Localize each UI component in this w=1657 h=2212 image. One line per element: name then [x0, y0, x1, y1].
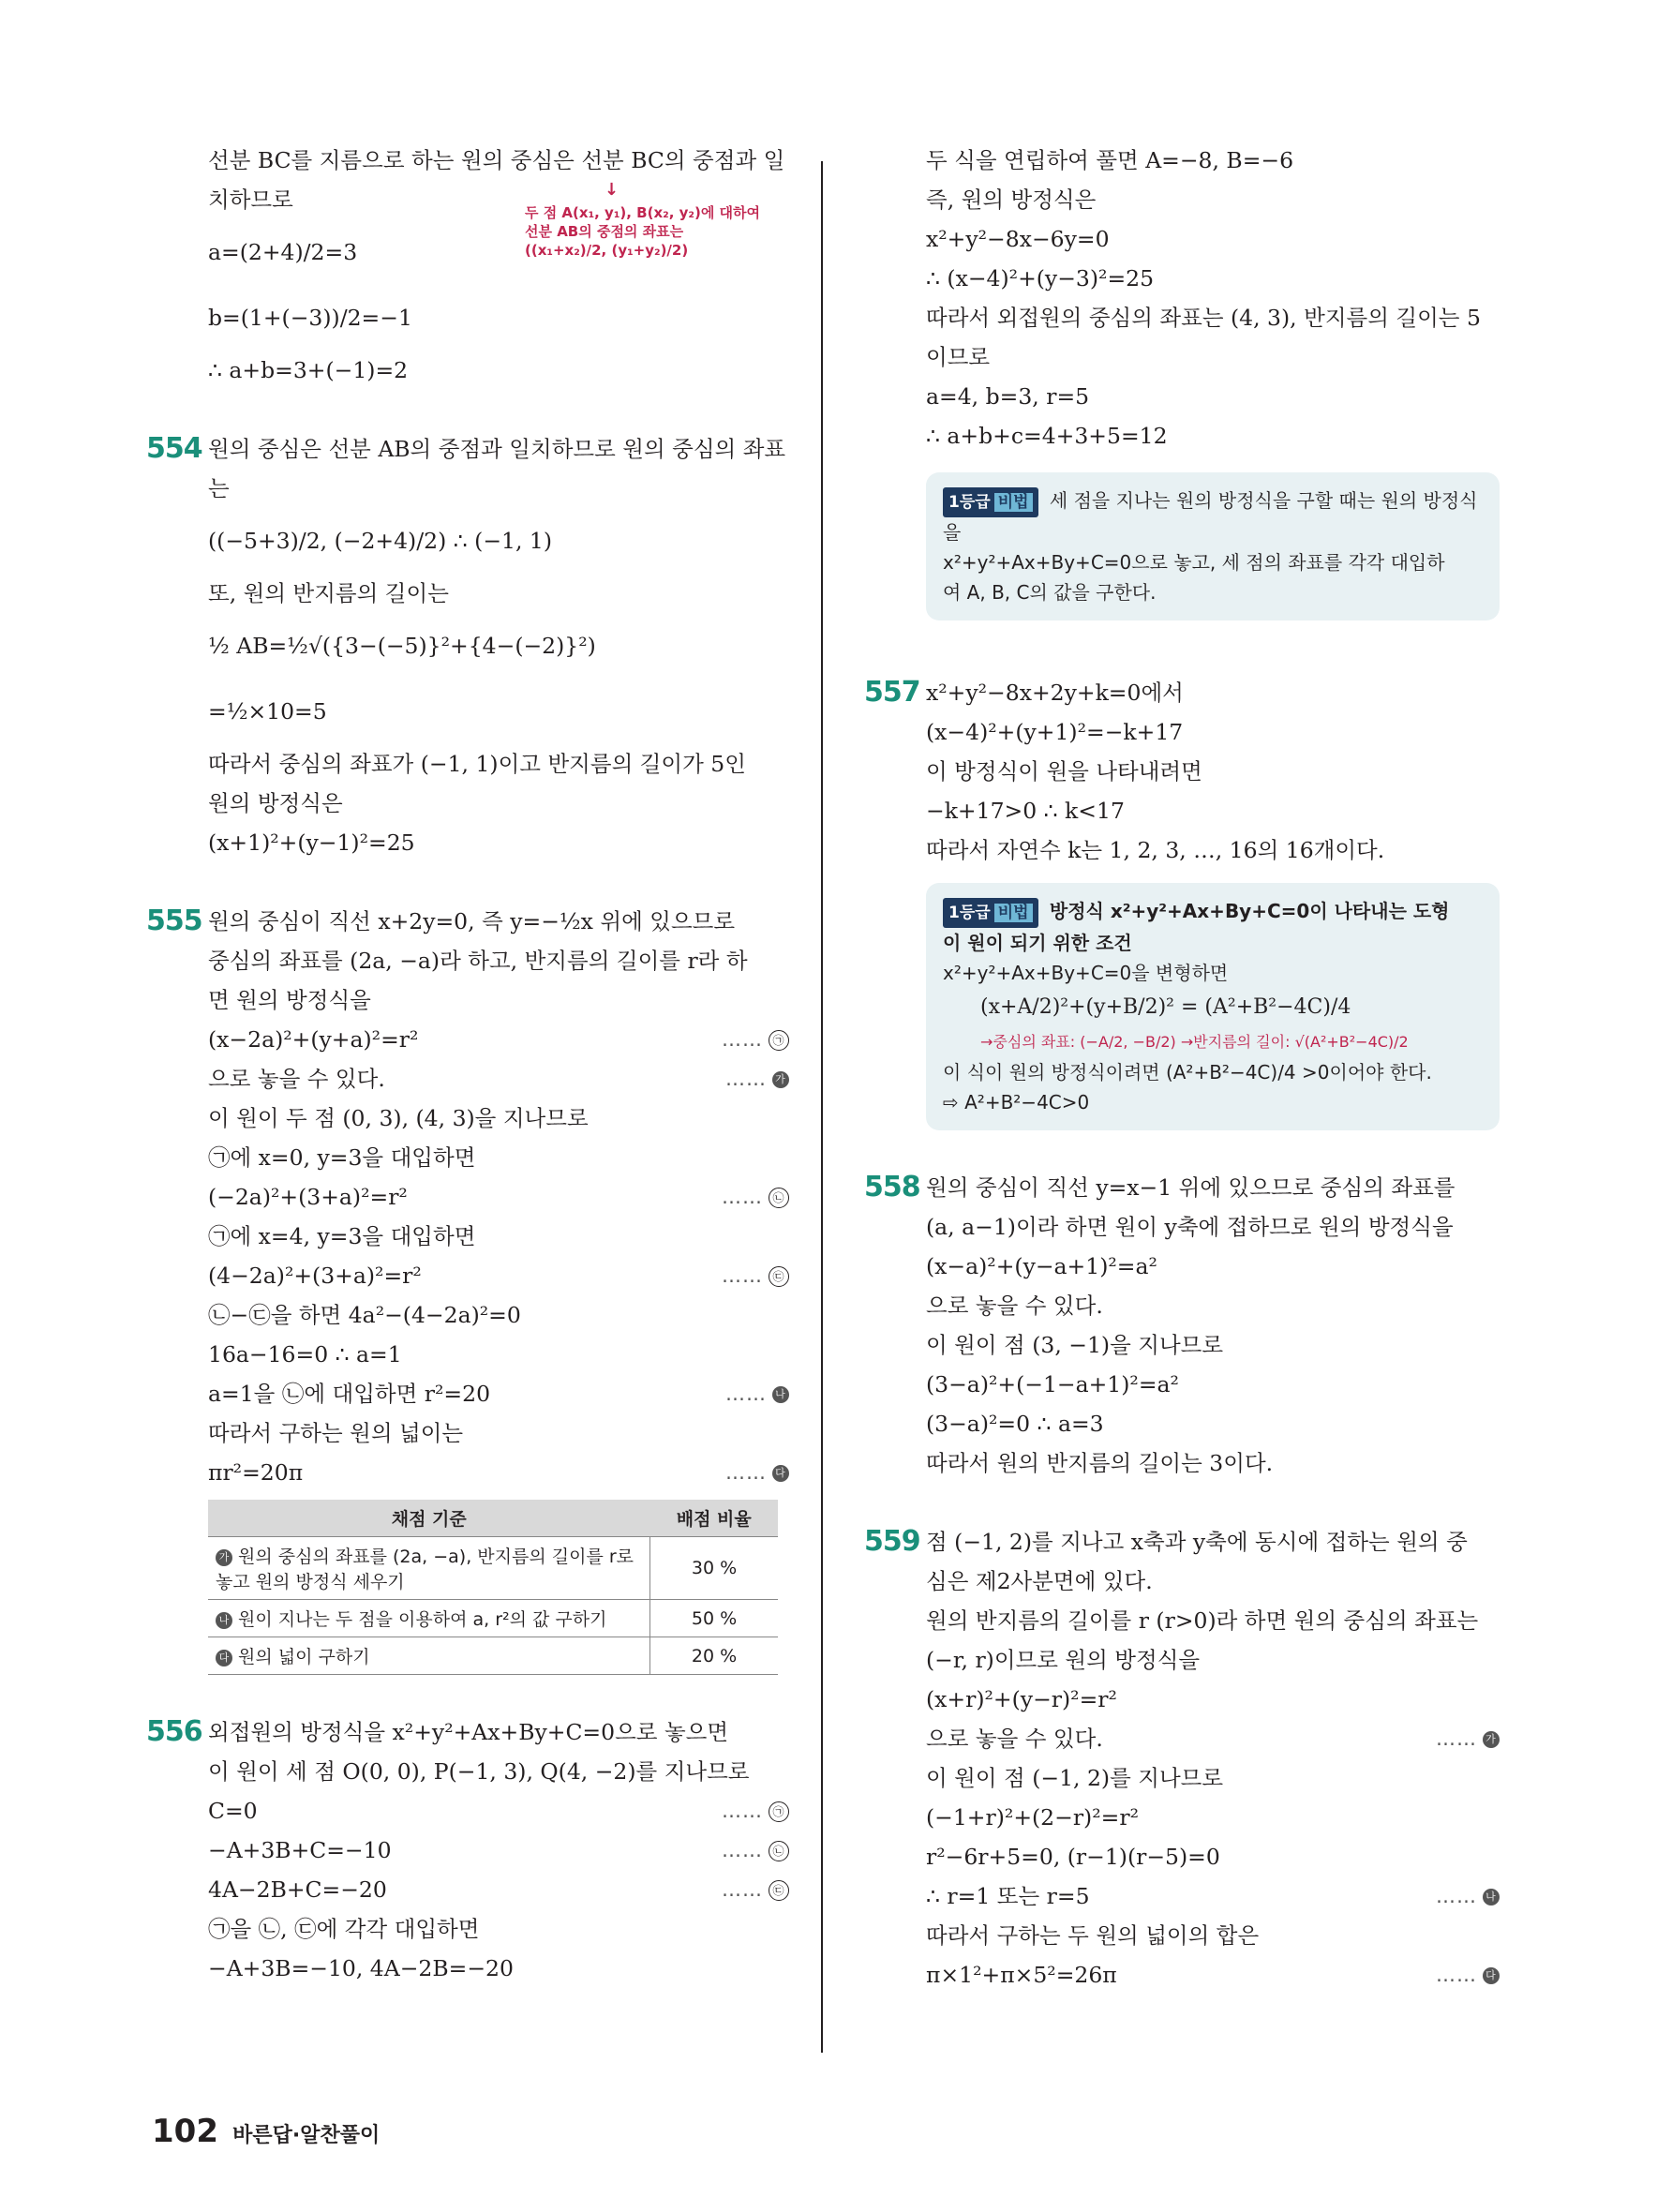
equation-marker: [722, 1870, 789, 1909]
line-text: ∴ a+b+c=4+3+5=12: [926, 423, 1168, 449]
step-badge: 다: [1483, 1967, 1500, 1984]
tip-line: 이 원이 되기 위한 조건: [943, 932, 1132, 954]
line-text: (4−2a)²+(3+a)²=r²: [208, 1263, 422, 1289]
solution-line: [926, 1640, 1500, 1680]
line-text: πr²=20π: [208, 1459, 304, 1486]
solution-line: [208, 1335, 789, 1374]
line-text: −k+17>0 ∴ k<17: [926, 798, 1125, 824]
solution-line: [926, 377, 1500, 416]
marker-dots: ……: [722, 1800, 763, 1822]
line-text: ∴ r=1 또는 r=5: [926, 1883, 1090, 1909]
line-text: (−1+r)²+(2−r)²=r²: [926, 1804, 1139, 1831]
solution-line: [146, 1712, 789, 1752]
line-text: −A+3B=−10, 4A−2B=−20: [208, 1955, 514, 1981]
line-text: r²−6r+5=0, (r−1)(r−5)=0: [926, 1844, 1220, 1870]
line-text: π×1²+π×5²=26π: [926, 1962, 1117, 1988]
line-text: 으로 놓을 수 있다.: [926, 1726, 1103, 1752]
line-text: (3−a)²+(−1−a+1)²=a²: [926, 1371, 1179, 1397]
score-badge: 가: [216, 1549, 232, 1566]
line-text: a=4, b=3, r=5: [926, 383, 1090, 410]
solution-line: [208, 1020, 789, 1059]
solution-line: [208, 1791, 789, 1831]
line-text: 이 원이 세 점 O(0, 0), P(−1, 3), Q(4, −2)를 지나므로: [208, 1758, 750, 1785]
equation-marker: [722, 1256, 789, 1295]
right2-lines: [864, 673, 1500, 870]
line-text: ½ AB=½√({3−(−5)}²+{4−(−2)}²): [208, 633, 596, 659]
score-criteria-text: 원의 중심의 좌표를 (2a, −a), 반지름의 길이를 r로 놓고 원의 방정식 세우기: [216, 1547, 634, 1592]
problem-number: 554: [146, 432, 202, 465]
score-ratio: 30 %: [650, 1537, 779, 1600]
tip-tag: [943, 898, 1038, 928]
solution-line: [208, 1453, 789, 1492]
line-text: 이 원이 점 (3, −1)을 지나므로: [926, 1332, 1224, 1358]
equation-label: ㉠: [769, 1801, 789, 1822]
solution-line: [208, 285, 789, 351]
left-lines: [146, 141, 789, 1492]
tip-box-1: [926, 472, 1500, 620]
problem-number: 559: [864, 1525, 920, 1558]
solution-line: [926, 1207, 1500, 1247]
line-text: (−2a)²+(3+a)²=r²: [208, 1184, 408, 1210]
line-text: ㉡−㉢을 하면 4a²−(4−2a)²=0: [208, 1302, 521, 1328]
marker-dots: ……: [722, 1839, 763, 1861]
problem-number: 557: [864, 676, 920, 709]
solution-line: [926, 1325, 1500, 1365]
tip-tag-label2: 비법: [994, 904, 1033, 922]
line-text: =½×10=5: [208, 698, 327, 725]
solution-line: [208, 1831, 789, 1870]
scoring-table: [208, 1500, 778, 1675]
line-text: (−r, r)이므로 원의 방정식을: [926, 1647, 1201, 1673]
solution-line: [208, 784, 789, 823]
left2-lines: [146, 1712, 789, 1988]
line-text: 따라서 구하는 두 원의 넓이의 합은: [926, 1922, 1260, 1949]
solution-line: [208, 613, 789, 679]
solution-line: [926, 752, 1500, 791]
solution-line: [146, 429, 789, 469]
solution-line: [146, 902, 789, 941]
line-text: 원의 중심이 직선 y=x−1 위에 있으므로 중심의 좌표를: [926, 1174, 1455, 1201]
book-title: 바른답·알찬풀이: [232, 2124, 381, 2147]
line-text: 두 식을 연립하여 풀면 A=−8, B=−6: [926, 147, 1294, 173]
tip-line: 여 A, B, C의 값을 구한다.: [943, 581, 1157, 604]
solution-line: [864, 673, 1500, 712]
solution-line: [208, 744, 789, 784]
solution-line: [926, 1955, 1500, 1995]
solution-line: [926, 1916, 1500, 1955]
right-column: [864, 141, 1500, 1995]
tip-line: 방정식 x²+y²+Ax+By+C=0이 나타내는 도형: [1049, 900, 1450, 922]
equation-label: ㉠: [769, 1030, 789, 1051]
solution-line: [926, 141, 1500, 180]
line-text: 따라서 자연수 k는 1, 2, 3, …, 16의 16개이다.: [926, 837, 1385, 863]
solution-line: [926, 1758, 1500, 1798]
line-text: (x−4)²+(y+1)²=−k+17: [926, 719, 1184, 745]
solution-line: [208, 980, 789, 1020]
equation-marker: [1436, 1719, 1500, 1758]
solution-line: [208, 862, 789, 902]
solution-line: [926, 416, 1500, 456]
score-criteria: [208, 1637, 650, 1675]
solution-line: [926, 1483, 1500, 1522]
solution-line: [208, 1177, 789, 1217]
solution-line: [926, 791, 1500, 830]
line-text: (x+1)²+(y−1)²=25: [208, 830, 415, 856]
line-text: 이 원이 두 점 (0, 3), (4, 3)을 지나므로: [208, 1105, 589, 1131]
line-text: 원의 반지름의 길이를 r (r>0)라 하면 원의 중심의 좌표는: [926, 1607, 1479, 1634]
solution-line: [208, 1949, 789, 1988]
score-badge: 나: [216, 1612, 232, 1629]
right1-lines: [926, 141, 1500, 456]
note-line: 선분 AB의 중점의 좌표는: [525, 223, 684, 240]
line-text: 이 방정식이 원을 나타내려면: [926, 758, 1202, 785]
table-row: [208, 1537, 778, 1600]
line-text: 치하므로: [208, 187, 293, 213]
line-text: 따라서 구하는 원의 넓이는: [208, 1420, 464, 1446]
line-text: 면 원의 방정식을: [208, 987, 371, 1013]
score-header-criteria: 채점 기준: [208, 1500, 650, 1537]
marker-dots: ……: [725, 1068, 767, 1090]
line-text: x²+y²−8x+2y+k=0에서: [926, 680, 1184, 706]
column-divider: [821, 161, 823, 2053]
page-footer: [152, 2113, 380, 2150]
line-text: 외접원의 방정식을 x²+y²+Ax+By+C=0으로 놓으면: [208, 1719, 729, 1745]
line-text: b=(1+(−3))/2=−1: [208, 305, 412, 331]
solution-line: [208, 941, 789, 980]
problem-number: 555: [146, 904, 202, 937]
line-text: ((−5+3)/2, (−2+4)/2) ∴ (−1, 1): [208, 528, 553, 554]
marker-dots: ……: [722, 1264, 763, 1287]
solution-line: [208, 141, 789, 180]
solution-line: [208, 1099, 789, 1138]
solution-line: [926, 1719, 1500, 1758]
marker-dots: ……: [1436, 1727, 1477, 1750]
midpoint-note: [525, 180, 797, 260]
step-badge: 나: [772, 1386, 789, 1403]
marker-dots: ……: [722, 1028, 763, 1051]
marker-dots: ……: [722, 1186, 763, 1208]
solution-line: [926, 298, 1500, 337]
score-criteria-text: 원이 지나는 두 점을 이용하여 a, r²의 값 구하기: [238, 1609, 607, 1630]
marker-dots: ……: [1436, 1885, 1477, 1907]
line-text: 또, 원의 반지름의 길이는: [208, 580, 449, 606]
tip-tag-label: 1등급: [948, 493, 991, 512]
line-text: C=0: [208, 1798, 258, 1824]
marker-dots: ……: [722, 1878, 763, 1901]
tip-line: x²+y²+Ax+By+C=0을 변형하면: [943, 962, 1229, 984]
solution-line: [208, 679, 789, 744]
problem-number: 558: [864, 1171, 920, 1203]
solution-line: [926, 1601, 1500, 1640]
score-ratio: 50 %: [650, 1600, 779, 1637]
solution-line: [926, 1404, 1500, 1443]
line-text: 16a−16=0 ∴ a=1: [208, 1341, 402, 1368]
score-ratio: 20 %: [650, 1637, 779, 1675]
line-text: (x−a)²+(y−a+1)²=a²: [926, 1253, 1157, 1279]
solution-line: [208, 508, 789, 574]
marker-dots: ……: [725, 1382, 767, 1405]
solution-line: [926, 1562, 1500, 1601]
line-text: ∴ (x−4)²+(y−3)²=25: [926, 265, 1155, 291]
equation-marker: [722, 1831, 789, 1870]
equation-marker: [725, 1374, 789, 1413]
solution-line: [926, 337, 1500, 377]
tip-formula: (x+A/2)²+(y+B/2)² = (A²+B²−4C)/4: [980, 995, 1351, 1019]
line-text: 는: [208, 475, 230, 501]
solution-line: [208, 1752, 789, 1791]
line-text: x²+y²−8x−6y=0: [926, 226, 1110, 252]
solution-line: [864, 1168, 1500, 1207]
equation-marker: [725, 1059, 789, 1099]
line-text: 원의 중심은 선분 AB의 중점과 일치하므로 원의 중심의 좌표: [208, 436, 786, 462]
equation-marker: [1436, 1876, 1500, 1916]
equation-label: ㉡: [769, 1841, 789, 1861]
line-text: 이므로: [926, 344, 991, 370]
tip-tag-label2: 비법: [994, 493, 1033, 512]
solution-line: [208, 469, 789, 508]
line-text: 4A−2B+C=−20: [208, 1876, 387, 1903]
tip-line: ⇨ A²+B²−4C>0: [943, 1091, 1090, 1113]
solution-line: [926, 712, 1500, 752]
solution-line: [208, 823, 789, 862]
line-text: a=1을 ㉡에 대입하면 r²=20: [208, 1381, 491, 1407]
right3-lines: [864, 1168, 1500, 1995]
score-badge: 다: [216, 1650, 232, 1666]
note-line: ((x₁+x₂)/2, (y₁+y₂)/2): [525, 242, 689, 259]
score-criteria: [208, 1537, 650, 1600]
solution-line: [926, 180, 1500, 219]
table-row: [208, 1637, 778, 1675]
step-badge: 다: [772, 1465, 789, 1482]
line-text: (3−a)²=0 ∴ a=3: [926, 1411, 1104, 1437]
marker-dots: ……: [1436, 1964, 1477, 1986]
line-text: 따라서 외접원의 중심의 좌표는 (4, 3), 반지름의 길이는 5: [926, 305, 1481, 331]
note-arrow-icon: ↓: [605, 180, 620, 200]
marker-dots: ……: [725, 1461, 767, 1484]
line-text: 으로 놓을 수 있다.: [926, 1293, 1103, 1319]
line-text: ∴ a+b=3+(−1)=2: [208, 357, 409, 383]
tip-line: 이 식이 원의 방정식이려면 (A²+B²−4C)/4 >0이어야 한다.: [943, 1061, 1432, 1084]
equation-marker: [722, 1791, 789, 1831]
solution-line: [926, 1837, 1500, 1876]
score-criteria-text: 원의 넓이 구하기: [238, 1647, 370, 1667]
line-text: 선분 BC를 지름으로 하는 원의 중심은 선분 BC의 중점과 일: [208, 147, 785, 173]
solution-line: [208, 351, 789, 390]
solution-line: [208, 574, 789, 613]
line-text: −A+3B+C=−10: [208, 1837, 392, 1863]
equation-marker: [1436, 1955, 1500, 1995]
tip-annotation: →중심의 좌표: (−A/2, −B/2) →반지름의 길이: √(A²+B²−4C)/2: [980, 1033, 1409, 1051]
solution-line: [926, 259, 1500, 298]
line-text: 이 원이 점 (−1, 2)를 지나므로: [926, 1765, 1224, 1791]
line-text: 중심의 좌표를 (2a, −a)라 하고, 반지름의 길이를 r라 하: [208, 948, 748, 974]
solution-line: [208, 1909, 789, 1949]
solution-line: [926, 219, 1500, 259]
solution-line: [208, 390, 789, 429]
line-text: ㉠에 x=0, y=3을 대입하면: [208, 1144, 476, 1171]
line-text: 즉, 원의 방정식은: [926, 187, 1097, 213]
step-badge: 나: [1483, 1889, 1500, 1906]
tip-line: 세 점을 지나는 원의 방정식을 구할 때는 원의 방정식을: [943, 489, 1478, 544]
solution-line: [208, 1374, 789, 1413]
solution-line: [208, 1217, 789, 1256]
score-header-ratio: 배점 비율: [650, 1500, 779, 1537]
equation-label: ㉢: [769, 1266, 789, 1287]
solution-line: [208, 1138, 789, 1177]
line-text: 원의 중심이 직선 x+2y=0, 즉 y=−½x 위에 있으므로: [208, 908, 736, 934]
solution-line: [926, 1798, 1500, 1837]
solution-line: [926, 1876, 1500, 1916]
line-text: 으로 놓을 수 있다.: [208, 1066, 385, 1092]
tip-tag: [943, 487, 1038, 517]
solution-line: [926, 1286, 1500, 1325]
tip-box-2: [926, 883, 1500, 1130]
solution-line: [208, 1256, 789, 1295]
line-text: 따라서 중심의 좌표가 (−1, 1)이고 반지름의 길이가 5인: [208, 751, 746, 777]
solution-line: [208, 1870, 789, 1909]
line-text: 원의 방정식은: [208, 790, 343, 816]
table-row: [208, 1600, 778, 1637]
solution-line: [208, 1295, 789, 1335]
line-text: ㉠에 x=4, y=3을 대입하면: [208, 1223, 476, 1249]
equation-label: ㉡: [769, 1188, 789, 1208]
equation-marker: [722, 1020, 789, 1059]
tip-line: x²+y²+Ax+By+C=0으로 놓고, 세 점의 좌표를 각각 대입하: [943, 551, 1445, 574]
line-text: a=(2+4)/2=3: [208, 239, 358, 265]
line-text: (x−2a)²+(y+a)²=r²: [208, 1026, 419, 1053]
solution-line: [926, 830, 1500, 870]
line-text: 따라서 원의 반지름의 길이는 3이다.: [926, 1450, 1274, 1476]
line-text: 심은 제2사분면에 있다.: [926, 1568, 1153, 1594]
equation-marker: [725, 1453, 789, 1492]
page-number: 102: [152, 2113, 218, 2150]
score-criteria: [208, 1600, 650, 1637]
left-column: [146, 141, 789, 1988]
line-text: 점 (−1, 2)를 지나고 x축과 y축에 동시에 접하는 원의 중: [926, 1529, 1468, 1555]
line-text: (x+r)²+(y−r)²=r²: [926, 1686, 1117, 1712]
step-badge: 가: [1483, 1731, 1500, 1748]
solution-line: [864, 1522, 1500, 1562]
equation-marker: [722, 1177, 789, 1217]
line-text: (a, a−1)이라 하면 원이 y축에 접하므로 원의 방정식을: [926, 1214, 1454, 1240]
solution-line: [926, 1247, 1500, 1286]
solution-line: [208, 1059, 789, 1099]
tip-tag-label: 1등급: [948, 904, 991, 922]
solution-line: [926, 1365, 1500, 1404]
note-line: 두 점 A(x₁, y₁), B(x₂, y₂)에 대하여: [525, 204, 761, 221]
problem-number: 556: [146, 1715, 202, 1748]
solution-line: [926, 1680, 1500, 1719]
step-badge: 가: [772, 1071, 789, 1088]
equation-label: ㉢: [769, 1880, 789, 1901]
line-text: ㉠을 ㉡, ㉢에 각각 대입하면: [208, 1916, 480, 1942]
solution-line: [208, 1413, 789, 1453]
solution-line: [926, 1443, 1500, 1483]
